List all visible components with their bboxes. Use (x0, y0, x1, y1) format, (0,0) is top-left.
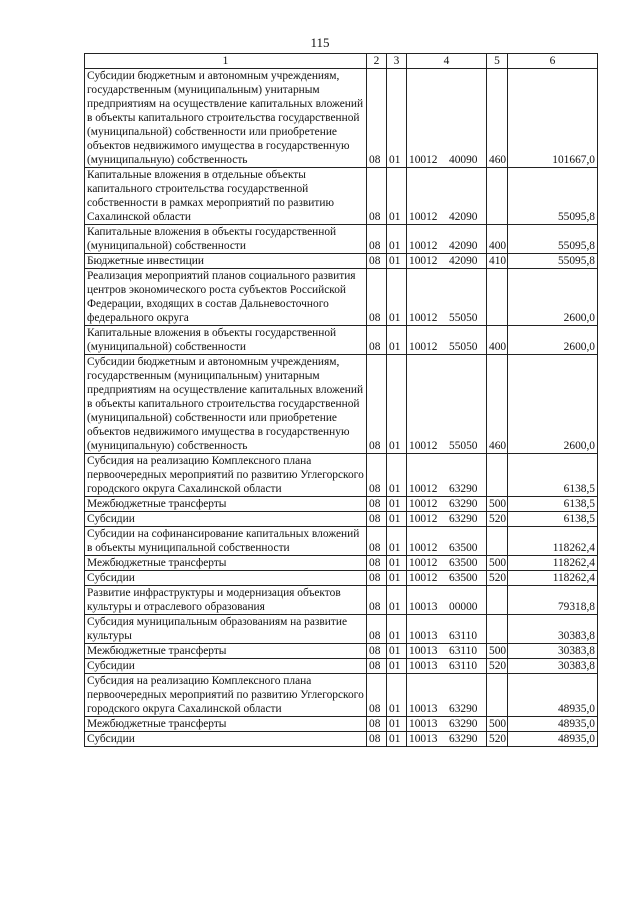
target-program-code: 10012 (409, 240, 438, 252)
row-name: Капитальные вложения в отдельные объекты капитального строительства государственной собственности в рамках мероприятий по развитию Сахалинской области (85, 168, 367, 225)
target-article-code (407, 571, 487, 586)
target-direction-code: 63110 (449, 645, 478, 657)
target-program-code: 10013 (409, 660, 438, 672)
section-code: 08 (367, 225, 387, 254)
amount: 48935,0 (508, 674, 598, 717)
target-article-code (407, 586, 487, 615)
target-direction-code: 63290 (449, 733, 478, 745)
table-row (85, 674, 598, 717)
table-row (85, 355, 598, 454)
subsection-code: 01 (387, 454, 407, 497)
section-code: 08 (367, 168, 387, 225)
target-program-code: 10012 (409, 557, 438, 569)
row-name: Капитальные вложения в объекты государственной (муниципальной) собственности (85, 225, 367, 254)
amount: 2600,0 (508, 326, 598, 355)
amount: 30383,8 (508, 659, 598, 674)
expense-type-code: 400 (487, 225, 508, 254)
row-name: Субсидии (85, 732, 367, 747)
subsection-code: 01 (387, 659, 407, 674)
section-code: 08 (367, 254, 387, 269)
target-article-code (407, 326, 487, 355)
subsection-code: 01 (387, 527, 407, 556)
target-program-code: 10013 (409, 718, 438, 730)
expense-type-code: 500 (487, 497, 508, 512)
row-name: Межбюджетные трансферты (85, 644, 367, 659)
subsection-code: 01 (387, 497, 407, 512)
target-article-code (407, 168, 487, 225)
section-code: 08 (367, 326, 387, 355)
amount: 55095,8 (508, 168, 598, 225)
row-name: Бюджетные инвестиции (85, 254, 367, 269)
target-direction-code: 55050 (449, 440, 478, 452)
target-program-code: 10012 (409, 255, 438, 267)
row-name: Субсидия на реализацию Комплексного плана первоочередных мероприятий по развитию Углегорского городского округа Сахалинской области (85, 674, 367, 717)
amount: 79318,8 (508, 586, 598, 615)
target-direction-code: 55050 (449, 312, 478, 324)
subsection-code: 01 (387, 225, 407, 254)
amount: 2600,0 (508, 269, 598, 326)
row-name: Субсидия на реализацию Комплексного плана первоочередных мероприятий по развитию Углегорского городского округа Сахалинской области (85, 454, 367, 497)
header-col-5: 5 (487, 54, 508, 69)
expense-type-code: 520 (487, 512, 508, 527)
subsection-code: 01 (387, 571, 407, 586)
subsection-code: 01 (387, 269, 407, 326)
expense-type-code: 410 (487, 254, 508, 269)
row-name: Субсидии на софинансирование капитальных вложений в объекты муниципальной собственности (85, 527, 367, 556)
row-name: Развитие инфраструктуры и модернизация объектов культуры и отраслевого образования (85, 586, 367, 615)
target-direction-code: 63290 (449, 498, 478, 510)
subsection-code: 01 (387, 556, 407, 571)
target-direction-code: 42090 (449, 240, 478, 252)
amount: 55095,8 (508, 225, 598, 254)
target-program-code: 10012 (409, 154, 438, 166)
target-article-code (407, 644, 487, 659)
section-code: 08 (367, 615, 387, 644)
section-code: 08 (367, 717, 387, 732)
row-name: Субсидии бюджетным и автономным учреждениям, государственным (муниципальным) унитарным предприятиям на осуществление капитальных вложений в объекты капитального строительства государственной (муниципальной) собственности или приобретение объектов недвижимого имущества в государственную (муниципальную) собственность (85, 69, 367, 168)
amount: 6138,5 (508, 454, 598, 497)
target-program-code: 10013 (409, 733, 438, 745)
subsection-code: 01 (387, 254, 407, 269)
expense-type-code: 460 (487, 69, 508, 168)
section-code: 08 (367, 674, 387, 717)
expense-type-code: 400 (487, 326, 508, 355)
table-row (85, 717, 598, 732)
target-direction-code: 42090 (449, 211, 478, 223)
amount: 2600,0 (508, 355, 598, 454)
section-code: 08 (367, 497, 387, 512)
table-row (85, 254, 598, 269)
row-name: Субсидии (85, 571, 367, 586)
table-row (85, 326, 598, 355)
target-program-code: 10012 (409, 211, 438, 223)
row-name: Субсидии (85, 659, 367, 674)
table-row (85, 659, 598, 674)
target-article-code (407, 717, 487, 732)
row-name: Межбюджетные трансферты (85, 497, 367, 512)
row-name: Субсидии бюджетным и автономным учреждениям, государственным (муниципальным) унитарным предприятиям на осуществление капитальных вложений в объекты капитального строительства государственной (муниципальной) собственности или приобретение объектов недвижимого имущества в государственную (муниципальную) собственность (85, 355, 367, 454)
table-row (85, 732, 598, 747)
target-program-code: 10012 (409, 498, 438, 510)
row-name: Субсидии (85, 512, 367, 527)
target-direction-code: 63500 (449, 557, 478, 569)
expense-type-code: 460 (487, 355, 508, 454)
target-program-code: 10013 (409, 703, 438, 715)
amount: 55095,8 (508, 254, 598, 269)
target-article-code (407, 225, 487, 254)
table-row (85, 556, 598, 571)
target-direction-code: 55050 (449, 341, 478, 353)
target-article-code (407, 69, 487, 168)
target-article-code (407, 556, 487, 571)
table-row (85, 527, 598, 556)
target-article-code (407, 497, 487, 512)
target-direction-code: 63290 (449, 483, 478, 495)
expense-type-code (487, 168, 508, 225)
target-direction-code: 63290 (449, 513, 478, 525)
subsection-code: 01 (387, 615, 407, 644)
target-article-code (407, 659, 487, 674)
amount: 48935,0 (508, 732, 598, 747)
target-direction-code: 63110 (449, 630, 478, 642)
table-row (85, 269, 598, 326)
target-program-code: 10012 (409, 341, 438, 353)
table-row (85, 512, 598, 527)
budget-table (84, 53, 598, 747)
subsection-code: 01 (387, 168, 407, 225)
expense-type-code: 500 (487, 717, 508, 732)
section-code: 08 (367, 269, 387, 326)
amount: 30383,8 (508, 644, 598, 659)
section-code: 08 (367, 732, 387, 747)
table-row (85, 615, 598, 644)
target-program-code: 10013 (409, 630, 438, 642)
section-code: 08 (367, 527, 387, 556)
expense-type-code (487, 527, 508, 556)
target-direction-code: 63110 (449, 660, 478, 672)
row-name: Межбюджетные трансферты (85, 556, 367, 571)
table-row (85, 571, 598, 586)
section-code: 08 (367, 69, 387, 168)
amount: 118262,4 (508, 527, 598, 556)
table-row (85, 454, 598, 497)
subsection-code: 01 (387, 644, 407, 659)
expense-type-code (487, 674, 508, 717)
amount: 118262,4 (508, 556, 598, 571)
section-code: 08 (367, 571, 387, 586)
table-row (85, 644, 598, 659)
section-code: 08 (367, 586, 387, 615)
subsection-code: 01 (387, 355, 407, 454)
amount: 101667,0 (508, 69, 598, 168)
target-direction-code: 40090 (449, 154, 478, 166)
target-direction-code: 63290 (449, 718, 478, 730)
subsection-code: 01 (387, 586, 407, 615)
section-code: 08 (367, 644, 387, 659)
target-program-code: 10012 (409, 572, 438, 584)
target-article-code (407, 527, 487, 556)
subsection-code: 01 (387, 512, 407, 527)
target-article-code (407, 615, 487, 644)
subsection-code: 01 (387, 732, 407, 747)
amount: 30383,8 (508, 615, 598, 644)
section-code: 08 (367, 556, 387, 571)
target-program-code: 10013 (409, 601, 438, 613)
target-program-code: 10012 (409, 440, 438, 452)
target-direction-code: 63290 (449, 703, 478, 715)
amount: 6138,5 (508, 497, 598, 512)
expense-type-code: 520 (487, 659, 508, 674)
expense-type-code: 500 (487, 556, 508, 571)
target-article-code (407, 355, 487, 454)
header-col-4: 4 (407, 54, 487, 69)
expense-type-code (487, 269, 508, 326)
subsection-code: 01 (387, 69, 407, 168)
expense-type-code: 520 (487, 571, 508, 586)
target-program-code: 10012 (409, 513, 438, 525)
amount: 48935,0 (508, 717, 598, 732)
expense-type-code: 500 (487, 644, 508, 659)
row-name: Субсидия муниципальным образованиям на развитие культуры (85, 615, 367, 644)
header-col-2: 2 (367, 54, 387, 69)
subsection-code: 01 (387, 717, 407, 732)
target-article-code (407, 732, 487, 747)
table-row (85, 586, 598, 615)
row-name: Межбюджетные трансферты (85, 717, 367, 732)
subsection-code: 01 (387, 674, 407, 717)
table-row (85, 168, 598, 225)
expense-type-code: 520 (487, 732, 508, 747)
page-number: 115 (310, 35, 330, 50)
target-direction-code: 63500 (449, 572, 478, 584)
header-col-1: 1 (85, 54, 367, 69)
target-article-code (407, 269, 487, 326)
header-col-6: 6 (508, 54, 598, 69)
target-article-code (407, 454, 487, 497)
target-program-code: 10012 (409, 483, 438, 495)
section-code: 08 (367, 454, 387, 497)
target-direction-code: 00000 (449, 601, 478, 613)
header-col-3: 3 (387, 54, 407, 69)
amount: 118262,4 (508, 571, 598, 586)
amount: 6138,5 (508, 512, 598, 527)
target-direction-code: 42090 (449, 255, 478, 267)
table-row (85, 69, 598, 168)
section-code: 08 (367, 659, 387, 674)
table-row (85, 225, 598, 254)
row-name: Реализация мероприятий планов социального развития центров экономического роста субъектов Российской Федерации, входящих в состав Дальневосточного федерального округа (85, 269, 367, 326)
subsection-code: 01 (387, 326, 407, 355)
expense-type-code (487, 454, 508, 497)
expense-type-code (487, 586, 508, 615)
target-article-code (407, 254, 487, 269)
row-name: Капитальные вложения в объекты государственной (муниципальной) собственности (85, 326, 367, 355)
target-program-code: 10012 (409, 542, 438, 554)
target-article-code (407, 674, 487, 717)
target-direction-code: 63500 (449, 542, 478, 554)
section-code: 08 (367, 355, 387, 454)
table-row (85, 497, 598, 512)
target-program-code: 10012 (409, 312, 438, 324)
expense-type-code (487, 615, 508, 644)
target-article-code (407, 512, 487, 527)
section-code: 08 (367, 512, 387, 527)
header-row (85, 54, 598, 69)
target-program-code: 10013 (409, 645, 438, 657)
